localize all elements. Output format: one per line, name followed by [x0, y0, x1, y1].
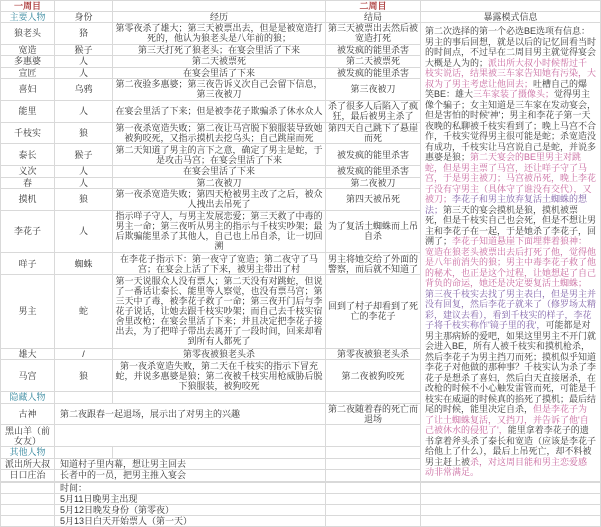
identity-cell: 狼: [55, 122, 113, 144]
expose-text-segment: 李花子知道悬崖下面埋葬着狼神：宽造在狼老头被票出去后打死了他，觉得他是八年前消失的狼；男主中毒李花子救了他的秘术，也正是这个过程，让她想起了自己背负的命运，她还是决定要复活土蜘蛛；: [425, 236, 597, 288]
ending-cell: 杀了很多人后陷入了疯狂，最后被男主杀了: [326, 100, 421, 122]
empty-cell: [113, 447, 326, 458]
experience-cell: 第二夜验多惠婆；第三夜告诉义次自己会留下信息，第三夜被刀: [113, 79, 326, 101]
empty-cell: [113, 392, 326, 403]
identity-cell: 蜘蛛: [55, 253, 113, 275]
empty-cell: [326, 392, 421, 403]
empty-cell: [1, 482, 55, 493]
timeline-row: [1, 504, 601, 515]
ending-cell: 第零夜被狼老头杀: [326, 348, 421, 359]
expose-text-segment: 能里拿着李花子的遗书拿着斧头杀了泰长和宽造（应该是李花子给他上了什么），最后上吊死亡，却不料被男主赶上被: [425, 425, 597, 467]
ending-cell: 第四天自己跳下了悬崖而死: [326, 122, 421, 144]
empty-cell: [55, 1, 113, 12]
experience-cell: 指示咩子守人，与男主发展恋爱；第三天救了中毒的男主一命；第三夜听从男主的指示与千枝实吵架；最后欺骗能里杀了其他人，自己也上吊自杀，让一切回溯: [113, 210, 326, 253]
identity-cell: 人: [55, 100, 113, 122]
experience-cell: 第二天被票死: [113, 56, 326, 67]
experience-cell: 第零夜杀了雄大；第三天被票出去，但是是被宽造打死的，他认为狼老头是八年前的狼；: [113, 23, 326, 45]
identity-cell: 狼: [55, 360, 113, 392]
identity-cell: 狢: [55, 23, 113, 45]
ending-cell: 第二夜随着春的死亡而退场: [326, 403, 421, 425]
character-name-cell: 咩子: [1, 253, 55, 275]
expose-header: 暴露模式信息: [421, 12, 601, 23]
identity-cell: 人: [55, 166, 113, 177]
experience-cell: 第二夜跟春一起退场，展示出了对男主的兴趣: [55, 403, 326, 425]
experience-cell: [55, 425, 326, 447]
expose-text-segment: 第二天宴会的BE里男主对跳蛇，但是男主票了马宫，还让咩子守了马宫，于是男主被刀；马宫被吊死，晚上李花子没有守男主（具体守了谁没有交代），又被刀；: [425, 152, 597, 204]
playthrough2-header: 二周目: [326, 1, 421, 12]
experience-cell: 在李花子指示下：第一夜守了宽造；第二夜守了马宫；在宴会上活了下来，被男主带出了村: [113, 253, 326, 275]
experience-cell: 在宴会里活了下来: [113, 67, 326, 78]
ending-cell: 第四天被吊死: [326, 188, 421, 210]
experience-cell: 在宴会里活了下来: [113, 166, 326, 177]
playthrough-header-row: [1, 1, 601, 12]
character-name-cell: 泰长: [1, 144, 55, 166]
empty-cell: [326, 447, 421, 458]
empty-cell: [55, 392, 113, 403]
expose-text-segment: 三车家装了摄像头；: [473, 89, 555, 99]
character-name-cell: 春: [1, 177, 55, 188]
character-name-cell: 日口庄治: [1, 470, 55, 482]
identity-header: 身份: [55, 12, 113, 23]
empty-cell: [326, 482, 421, 493]
experience-cell: 第零夜被狼老头杀: [113, 348, 326, 359]
character-name-cell: 宣匠: [1, 67, 55, 78]
ending-cell: [326, 425, 421, 447]
character-name-cell: 多惠婆: [1, 56, 55, 67]
ending-cell: 被发疯的能里杀害: [326, 166, 421, 177]
experience-cell: 第一天说服众人没有票人；第二天没有对跳蛇，但说了一番话让泰长、能里等人察觉，也没有票马宫；第三天中了毒，被李花子救了一命；第三夜开门后与李花子说话，让她去跟千枝实吵架；而自己去千枝实宿舍里改枪；在宴会里活了下来；并且决定把李花子接出去，为了把咩子带出去离开了一段时间，回来却看到所有人都死了: [113, 275, 326, 349]
timeline-row: [1, 482, 601, 493]
playthrough1-header: 一周目: [1, 1, 55, 12]
empty-cell: [1, 515, 55, 526]
identity-cell: 蛇: [55, 275, 113, 349]
ending-cell: 男主将她交给了外面的警察，而后就不知道了: [326, 253, 421, 275]
experience-cell: 第二夜被刀: [113, 177, 326, 188]
empty-cell: [326, 515, 421, 526]
expose-text-segment: 派出所大叔小时候帮过千枝实说话，结果被三车家告知她有污染，大叔为了男主考虑让他回去；: [425, 57, 597, 89]
ending-cell: 第三天被票出去然后被宽造打死: [326, 23, 421, 45]
expose-text-segment: 第二次选择的第一个必选BE选项有信息：男主的事后回想，就是以后的记忆回看当时的时间点，不过早在二周目男主就觉得宴会大概是人为的；: [425, 26, 597, 68]
empty-cell: [326, 458, 421, 469]
expose-text-segment: 第三夜千枝实去找了男主表白，但是男主并没有回复，然后李花子就来了（修罗场太精彩，建议去看），看到千枝实的样子，李花子将千枝实称作'镜子里的我'，: [425, 288, 597, 330]
empty-cell: [1, 493, 55, 504]
character-name-cell: 喜妇: [1, 79, 55, 101]
identity-cell: 猴子: [55, 144, 113, 166]
character-name-cell: 能里: [1, 100, 55, 122]
character-name-cell: 马宫: [1, 360, 55, 392]
experience-cell: 在宴会里活了下来；但是被李花子欺骗杀了休水众人: [113, 100, 326, 122]
experience-cell: 第一夜杀宽造失败；第四天枪被男主改了之后，被众人拽出去吊死了: [113, 188, 326, 210]
column-header-row: [1, 12, 601, 23]
experience-cell: 第二天知道了男主的言下之意，确定了男主是蛇，于是攻击马宫；在宴会里活了下来: [113, 144, 326, 166]
character-name-cell: 李花子: [1, 210, 55, 253]
identity-cell: /: [55, 348, 113, 359]
timeline-entry: 5月12日晚发身份（第零夜）: [55, 504, 326, 515]
ending-cell: 被发疯的能里杀害: [326, 67, 421, 78]
identity-cell: 狼: [55, 188, 113, 210]
empty-cell: [55, 447, 113, 458]
empty-cell: [421, 504, 601, 515]
identity-cell: 猴子: [55, 44, 113, 55]
timeline-row: [1, 493, 601, 504]
character-name-cell: 雄大: [1, 348, 55, 359]
timeline-row: [1, 515, 601, 526]
empty-cell: [326, 504, 421, 515]
ending-cell: 被发疯的能里杀害: [326, 44, 421, 55]
expose-text-segment: 第三天的宴会摸机是狼，摸机被票死，但是千枝实自己也会死，但是不想让男主和李花子在一起，于是她杀了李花子，回溯了；: [425, 204, 597, 246]
character-name-cell: 义次: [1, 166, 55, 177]
expose-text-segment: 但是李花子为了让土蜘蛛复活，又挡刀，并告诉了他'自己被休水的侵犯了'，: [425, 404, 589, 435]
empty-cell: [421, 1, 601, 12]
experience-cell: 第三天打死了狼老头；在宴会里活了下来: [113, 44, 326, 55]
timeline-label: 时间：: [55, 482, 326, 493]
ending-cell: 被发疯的能里杀害: [326, 144, 421, 166]
ending-cell: 回到了村子却看到了死亡的李花子: [326, 275, 421, 349]
identity-cell: 人: [55, 67, 113, 78]
expose-text-segment: 李花子和男主放弃复活土蜘蛛的想法；: [425, 194, 588, 215]
ending-cell: 第二夜被刀: [326, 177, 421, 188]
empty-cell: [113, 1, 326, 12]
character-name-cell: 男主: [1, 275, 55, 349]
empty-cell: [1, 504, 55, 515]
experience-header: 经历: [113, 12, 326, 23]
expose-text-segment: 吐槽自己的爆笑BE：雄大: [425, 78, 588, 99]
character-name-cell: 狼老头: [1, 23, 55, 45]
ending-cell: 第三夜被刀: [326, 79, 421, 101]
hidden-section-label: 隐藏人物: [1, 392, 55, 403]
timeline-entry: 5月13日白天开始票人（第一天）: [55, 515, 326, 526]
empty-cell: [421, 515, 601, 526]
character-name-cell: 摸机: [1, 188, 55, 210]
character-name-cell: 派出所大叔: [1, 458, 55, 469]
ending-cell: 为了复活土蜘蛛而上吊自杀: [326, 210, 421, 253]
identity-cell: 人: [55, 210, 113, 253]
character-name-cell: 黑山羊（前女友）: [1, 425, 55, 447]
identity-cell: 人: [55, 56, 113, 67]
ending-cell: 第二夜被狗咬死: [326, 360, 421, 392]
experience-cell: 第一夜杀宽造失败；第二夜让马宫脱下狼服装导致她被狗咬死，又指示摸机去挖乌头；自己跳崖而死: [113, 122, 326, 144]
experience-cell: 知道村子里内幕，想让男主回去: [55, 458, 326, 469]
identity-cell: 乌鸦: [55, 79, 113, 101]
empty-cell: [421, 482, 601, 493]
timeline-entry: 5月11日晚男主出现: [55, 493, 326, 504]
character-name-cell: 千枝实: [1, 122, 55, 144]
others-section-label: 其他人物: [1, 447, 55, 458]
characters-header: 主要人物: [1, 12, 55, 23]
expose-info-cell: [421, 23, 601, 482]
empty-cell: [421, 493, 601, 504]
expose-text-segment: 杀，对这周目能和男主恋爱感动非常满足。: [425, 456, 588, 477]
ending-header: 结局: [326, 12, 421, 23]
experience-cell: 第一夜杀宽造失败，第二天在千枝实的指示下冒充蛇，并说多惠婆是狼；第二夜被千枝实用枪威胁后脱下狼服装，被狗咬死: [113, 360, 326, 392]
table-row: [1, 23, 601, 45]
identity-cell: 人: [55, 177, 113, 188]
character-name-cell: 古神: [1, 403, 55, 425]
expose-text-segment: 觉得男主像个骗子；女主知道是三车家在发动宴会，但是害怕的时候'神'；男主和李花子第一天夜晚的私聊被千枝实看到了；晚上马宫不合作，千枝实觉得男主很可能是蛇；杀宽造没有成功，千枝实让马宫说自己是蛇，并说多惠婆是狼；: [425, 89, 597, 162]
ending-cell: 第二天被票死: [326, 56, 421, 67]
empty-cell: [326, 470, 421, 482]
character-name-cell: 宽造: [1, 44, 55, 55]
empty-cell: [326, 493, 421, 504]
experience-cell: 长者中的一员，把男主推入宴会: [55, 470, 326, 482]
expose-text-segment: 可能都是对男主那病娇的爱吧，如果这里男主不开门就会进入BE，所有人被千枝实和摸机枪杀，然后李花子为男主挡刀而死；摸机似乎知道李花子对他做的那种事？千枝实认为杀了李花子是想杀了喜妇，然后白天直接屠杀，在改枪的时候不小心触发雷管而死，可能是千枝实在威逼的时候真的掐死了摸机；最后结尾的时候，能里决定自杀，: [425, 320, 597, 414]
